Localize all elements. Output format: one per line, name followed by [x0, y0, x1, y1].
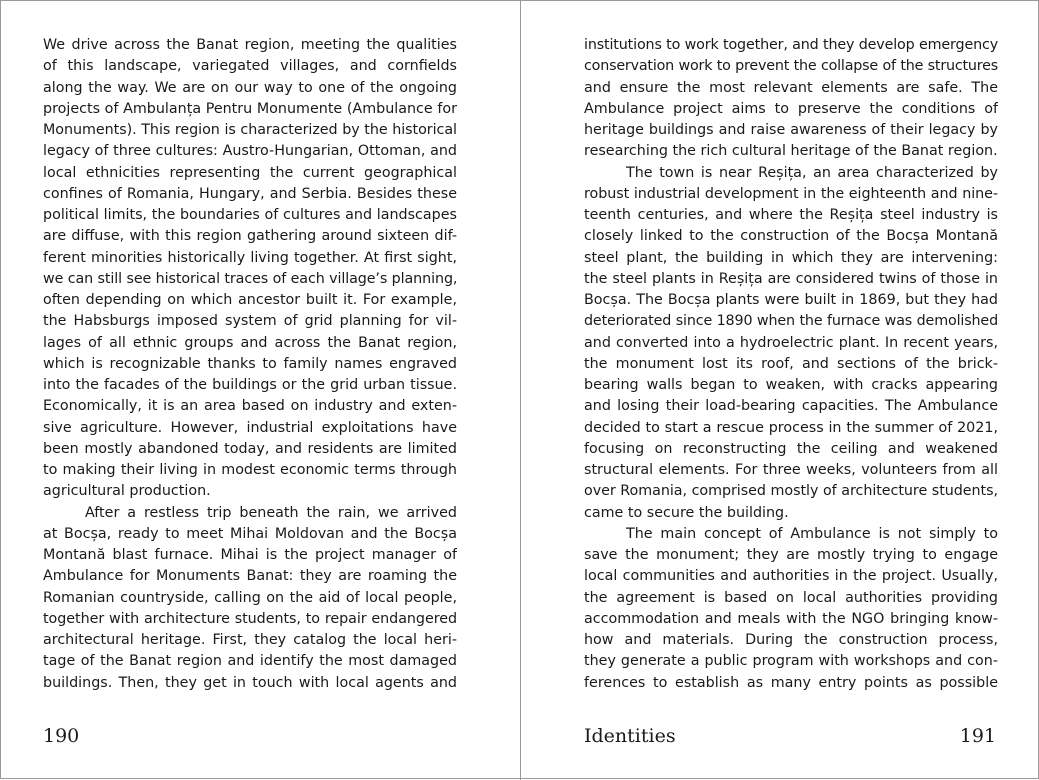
text-line: we can still see historical traces of each village’s planning, — [43, 270, 457, 287]
text-line: at Bocșa, ready to meet Mihai Moldovan and the Bocșa — [43, 525, 457, 542]
text-line: focusing on reconstructing the ceiling and weakened — [584, 440, 998, 457]
text-line: sive agriculture. However, industrial exploitations have — [43, 419, 457, 436]
text-line: We drive across the Banat region, meeting the qualities — [43, 37, 457, 53]
text-line: robust industrial development in the eighteenth and nine- — [584, 185, 998, 202]
text-line: Ambulance project aims to preserve the conditions of — [584, 100, 998, 117]
text-line: The main concept of Ambulance is not simply to — [626, 525, 998, 542]
text-line: deteriorated since 1890 when the furnace was demolished — [584, 313, 998, 330]
text-line: the monument lost its roof, and sections of the brick- — [584, 355, 998, 372]
text-line: save the monument; they are mostly trying to engage — [584, 547, 998, 563]
text-line: Montană blast furnace. Mihai is the project manager of — [43, 547, 457, 563]
text-line: of this landscape, variegated villages, and cornfields — [43, 58, 457, 75]
right-page-number: 191 — [959, 725, 996, 747]
text-line: researching the rich cultural heritage of the Banat region. — [584, 143, 998, 160]
text-line: lages of all ethnic groups and across the Banat region, — [43, 334, 457, 351]
text-line: been mostly abandoned today, and residents are limited — [43, 440, 457, 457]
text-line: and ensure the most relevant elements are safe. The — [584, 79, 998, 96]
right-paragraph-3 — [584, 524, 998, 694]
text-line: ferent minorities historically living together. At first sight, — [43, 249, 457, 266]
text-line: which is recognizable thanks to family names engraved — [43, 355, 457, 372]
text-line: are diffuse, with this region gathering around sixteen dif- — [43, 228, 457, 245]
text-line: Romanian countryside, calling on the aid of local people, — [43, 589, 457, 606]
text-line: ferences to establish as many entry points as possible — [584, 674, 998, 691]
left-paragraph-1 — [43, 35, 457, 503]
text-line: accommodation and meals with the NGO bringing know- — [584, 610, 998, 627]
text-line: confines of Romania, Hungary, and Serbia. Besides these — [43, 185, 457, 202]
text-line: buildings. Then, they get in touch with local agents and — [43, 674, 457, 691]
text-line: to making their living in modest economic terms through — [43, 462, 457, 478]
text-line: decided to start a rescue process in the summer of 2021, — [584, 419, 998, 436]
text-line: often depending on which ancestor built it. For example, — [43, 292, 457, 308]
text-line: Economically, it is an area based on industry and exten- — [43, 398, 457, 415]
text-line: the agreement is based on local authorities providing — [584, 589, 998, 606]
text-line: teenth centuries, and where the Reșița steel industry is — [584, 207, 998, 223]
right-paragraph-1 — [584, 35, 998, 163]
text-line: conservation work to prevent the collapse of the structures — [584, 58, 998, 75]
text-line: and losing their load-bearing capacities. The Ambulance — [584, 398, 998, 415]
text-line: and converted into a hydroelectric plant. In recent years, — [584, 334, 998, 351]
text-line: agricultural production. — [43, 483, 211, 500]
text-line: Monuments). This region is characterized by the historical — [43, 122, 457, 138]
text-line: tage of the Banat region and identify the most damaged — [43, 653, 457, 670]
text-line: came to secure the building. — [584, 504, 789, 521]
left-page-number: 190 — [43, 725, 80, 747]
page-gutter — [520, 1, 521, 780]
text-line: the Habsburgs imposed system of grid planning for vil- — [43, 313, 457, 330]
text-line: together with architecture students, to repair endangered — [43, 610, 457, 627]
text-line: bearing walls began to weaken, with cracks appearing — [584, 377, 998, 393]
text-line: projects of Ambulanța Pentru Monumente (Ambulance for — [43, 100, 457, 117]
left-paragraph-2 — [43, 503, 457, 694]
text-line: the steel plants in Reșița are considered twins of those in — [584, 270, 998, 287]
text-line: along the way. We are on our way to one of the ongoing — [43, 79, 457, 96]
left-page-body — [43, 35, 457, 694]
text-line: closely linked to the construction of the Bocșa Montană — [584, 228, 998, 245]
text-line: After a restless trip beneath the rain, we arrived — [85, 504, 457, 521]
running-head: Identities — [584, 725, 676, 747]
text-line: institutions to work together, and they develop emergency — [584, 37, 998, 53]
text-line: Bocșa. The Bocșa plants were built in 1869, but they had — [584, 292, 998, 308]
text-line: political limits, the boundaries of cultures and landscapes — [43, 207, 457, 223]
text-line: local ethnicities representing the current geographical — [43, 164, 457, 181]
text-line: they generate a public program with workshops and con- — [584, 653, 998, 670]
text-line: steel plant, the building in which they are intervening: — [584, 249, 998, 266]
text-line: architectural heritage. First, they catalog the local heri- — [43, 632, 457, 648]
text-line: The town is near Reșița, an area characterized by — [626, 164, 998, 181]
text-line: heritage buildings and raise awareness of their legacy by — [584, 122, 998, 138]
text-line: local communities and authorities in the project. Usually, — [584, 568, 998, 585]
text-line: Ambulance for Monuments Banat: they are roaming the — [43, 568, 457, 585]
right-paragraph-2 — [584, 163, 998, 524]
text-line: over Romania, comprised mostly of architecture students, — [584, 483, 998, 500]
text-line: into the facades of the buildings or the grid urban tissue. — [43, 377, 457, 393]
right-page-body — [584, 35, 998, 694]
text-line: legacy of three cultures: Austro-Hungarian, Ottoman, and — [43, 143, 457, 160]
text-line: structural elements. For three weeks, volunteers from all — [584, 462, 998, 478]
text-line: how and materials. During the construction process, — [584, 632, 998, 648]
